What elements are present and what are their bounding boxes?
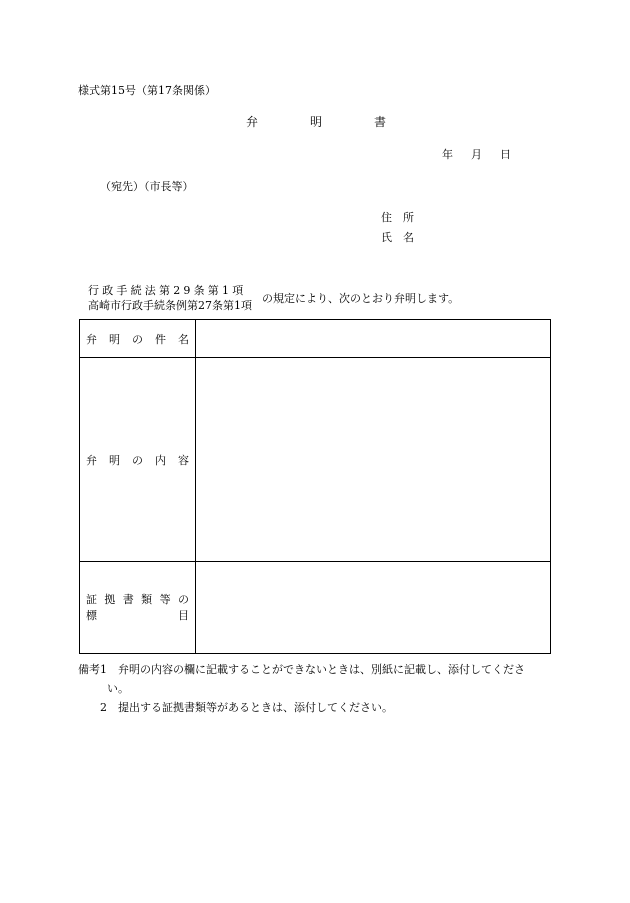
title-char: 書 — [373, 115, 386, 129]
label-char: 件 — [155, 332, 166, 346]
notes — [78, 660, 558, 717]
subject-label-cell — [80, 320, 196, 358]
form-number: 様式第15号（第17条関係） — [78, 84, 216, 97]
table-row — [80, 358, 551, 562]
law-line-2: 高崎市行政手続条例第27条第1項 — [88, 299, 252, 312]
label-char: 弁 — [86, 332, 97, 346]
label-char: 拠 — [104, 592, 116, 606]
date-month: 月 — [471, 148, 482, 161]
evidence-label-cell — [80, 562, 196, 654]
note-1-continued: い。 — [107, 682, 129, 695]
date-line — [442, 146, 511, 162]
label-char: の — [132, 453, 143, 467]
evidence-input-cell[interactable] — [196, 562, 551, 654]
document-title — [246, 113, 386, 130]
law-reference — [88, 283, 252, 313]
label-char: 名 — [178, 332, 189, 346]
label-char: 等 — [159, 592, 171, 606]
label-char: 弁 — [86, 453, 97, 467]
date-day: 日 — [500, 148, 511, 161]
address-label: 住 所 — [381, 211, 414, 224]
note-2: 2 提出する証拠書類等があるときは、添付してください。 — [100, 701, 393, 714]
label-char: の — [132, 332, 143, 346]
subject-input-cell[interactable] — [196, 320, 551, 358]
date-year: 年 — [442, 148, 453, 161]
label-char: 類 — [141, 592, 153, 606]
label-char: 明 — [109, 332, 120, 346]
law-line-1: 行政手続法第29条第1項 — [88, 284, 247, 297]
content-label-cell — [80, 358, 196, 562]
subject-label — [80, 331, 195, 347]
label-char: 証 — [86, 592, 97, 606]
explanation-table — [79, 319, 551, 654]
label-char: 明 — [109, 453, 120, 467]
label-char: 目 — [178, 608, 189, 622]
label-char: 標 — [86, 608, 97, 622]
addressee: （宛先）（市長等） — [100, 180, 194, 193]
label-char: 書 — [122, 592, 134, 606]
name-label: 氏 名 — [381, 231, 414, 244]
law-statement: の規定により、次のとおり弁明します。 — [262, 292, 460, 305]
label-char: 容 — [178, 453, 189, 467]
content-label — [80, 452, 195, 468]
title-char: 明 — [309, 115, 322, 129]
note-1: 備考1 弁明の内容の欄に記載することができないときは、別紙に記載し、添付してくださ — [78, 663, 525, 676]
table-row — [80, 562, 551, 654]
content-input-cell[interactable] — [196, 358, 551, 562]
title-char: 弁 — [246, 115, 259, 129]
label-char: 内 — [155, 453, 166, 467]
evidence-label — [80, 592, 195, 624]
label-char: の — [177, 592, 189, 606]
table-row — [80, 320, 551, 358]
